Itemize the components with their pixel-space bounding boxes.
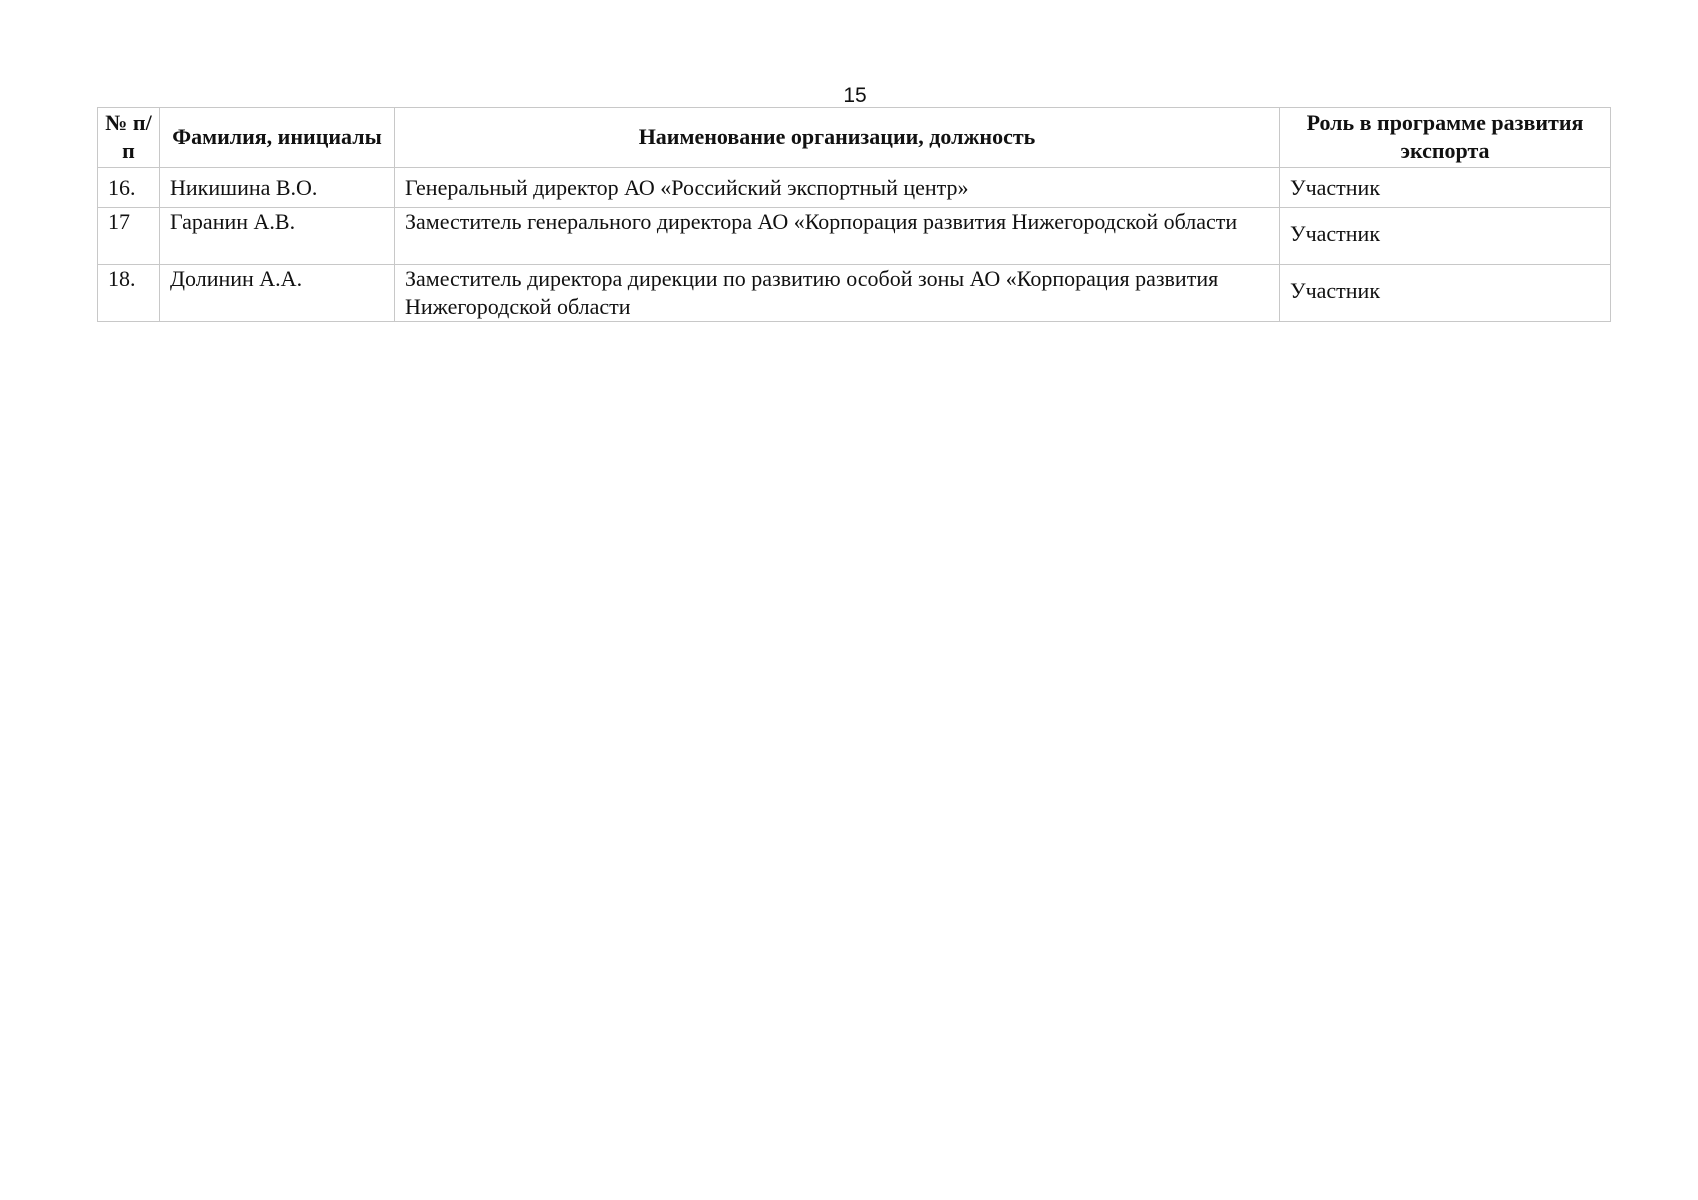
row-number: 17 [98, 208, 160, 265]
row-name: Никишина В.О. [160, 168, 395, 208]
table-row [98, 208, 1611, 265]
row-number: 18. [98, 265, 160, 322]
table-body [98, 168, 1611, 322]
row-number: 16. [98, 168, 160, 208]
header-organization: Наименование организации, должность [395, 108, 1280, 168]
row-organization: Генеральный директор АО «Российский экспортный центр» [395, 168, 1280, 208]
table-header [98, 108, 1611, 168]
header-name: Фамилия, инициалы [160, 108, 395, 168]
table-row [98, 265, 1611, 322]
table-row [98, 168, 1611, 208]
row-name: Долинин А.А. [160, 265, 395, 322]
table-header-row [98, 108, 1611, 168]
row-name: Гаранин А.В. [160, 208, 395, 265]
row-organization: Заместитель директора дирекции по развитию особой зоны АО «Корпорация развития Нижегородской области [395, 265, 1280, 322]
row-role: Участник [1280, 265, 1611, 322]
page-number: 15 [843, 84, 867, 107]
header-role: Роль в программе развития экспорта [1280, 108, 1611, 168]
row-organization: Заместитель генерального директора АО «Корпорация развития Нижегородской области [395, 208, 1280, 265]
header-number: № п/п [98, 108, 160, 168]
participants-table [97, 107, 1611, 322]
row-role: Участник [1280, 208, 1611, 265]
row-role: Участник [1280, 168, 1611, 208]
